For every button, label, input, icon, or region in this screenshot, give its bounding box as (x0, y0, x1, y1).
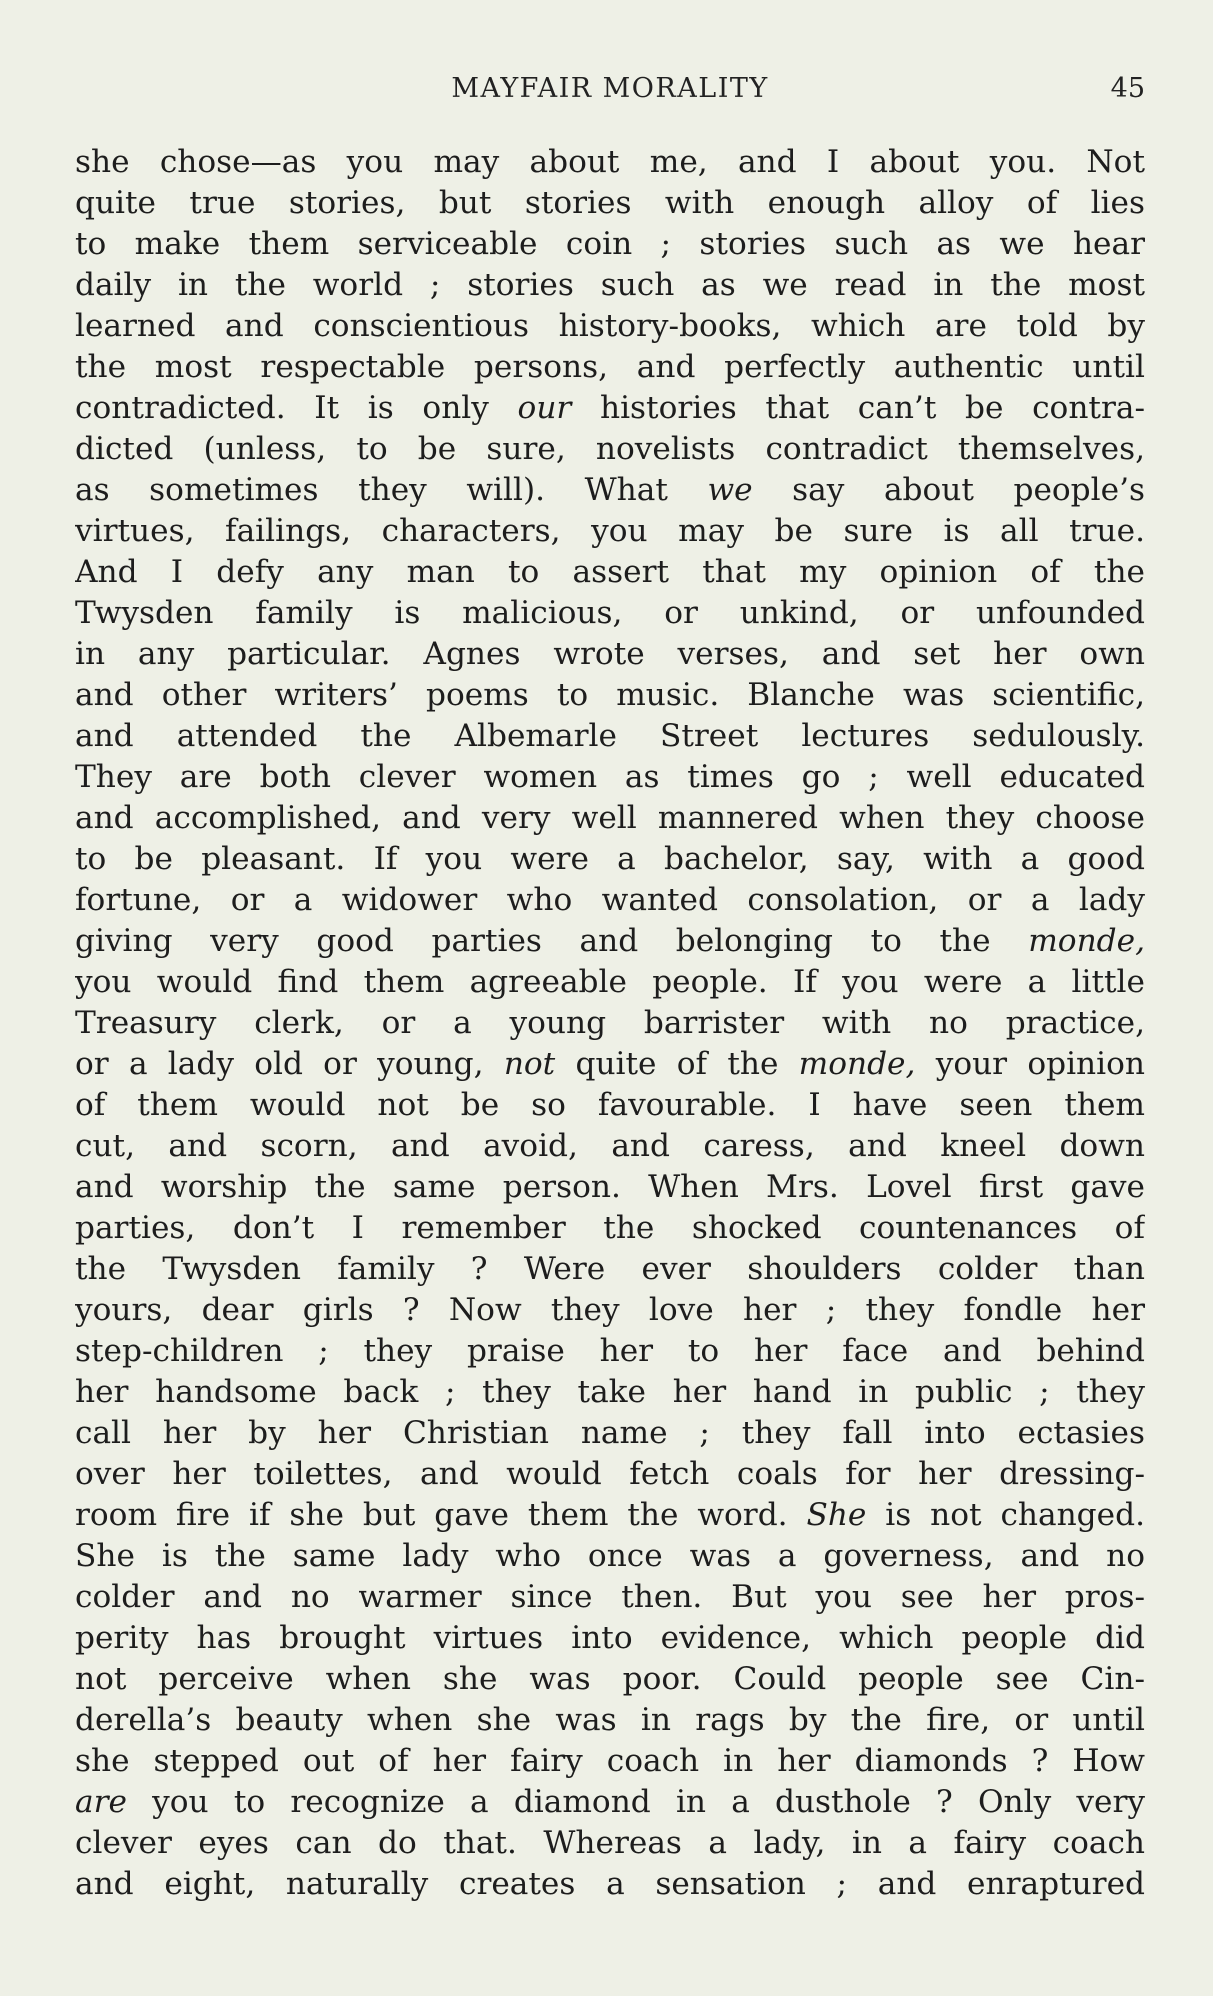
running-title: MAYFAIR MORALITY (451, 73, 769, 104)
text-line (75, 1864, 1145, 1905)
text-run: to be pleasant. If you were a bachelor, say, with a good (75, 841, 1145, 877)
text-line (75, 1823, 1145, 1864)
text-run: colder and no warmer since then. But you see her pros- (75, 1579, 1145, 1615)
text-line (75, 347, 1145, 388)
text-run: Treasury clerk, or a young barrister with no practice, (75, 1005, 1145, 1041)
text-line (75, 962, 1145, 1003)
text-line (75, 1495, 1145, 1536)
text-line (75, 593, 1145, 634)
text-line (75, 1536, 1145, 1577)
text-run: as sometimes they will). What (75, 472, 708, 508)
text-line (75, 388, 1145, 429)
text-line (75, 1167, 1145, 1208)
text-run: learned and conscientious history-books, which are told by (75, 308, 1145, 344)
text-line (75, 757, 1145, 798)
text-line (75, 1741, 1145, 1782)
text-run: dicted (unless, to be sure, novelists contradict themselves, (75, 431, 1145, 467)
text-line (75, 1290, 1145, 1331)
text-line (75, 839, 1145, 880)
text-line (75, 1454, 1145, 1495)
text-line (75, 675, 1145, 716)
text-run: not perceive when she was poor. Could people see Cin- (75, 1661, 1145, 1697)
text-run: giving very good parties and belonging to the (75, 923, 1029, 959)
text-line (75, 1413, 1145, 1454)
text-run: and attended the Albemarle Street lectures sedulously. (75, 718, 1145, 754)
text-run: over her toilettes, and would fetch coals for her dressing- (75, 1456, 1145, 1492)
text-run: contradicted. It is only (75, 390, 518, 426)
text-run: step-children ; they praise her to her face and behind (75, 1333, 1145, 1369)
italic-run: our (517, 390, 572, 426)
text-line (75, 1044, 1145, 1085)
body-text (75, 142, 1145, 1905)
text-run: and eight, naturally creates a sensation ; and enraptured (75, 1866, 1145, 1902)
text-run: daily in the world ; stories such as we read in the most (75, 267, 1145, 303)
italic-run: not (503, 1046, 556, 1082)
text-line (75, 634, 1145, 675)
text-run: derella’s beauty when she was in rags by the fire, or until (75, 1702, 1145, 1738)
text-run: call her by her Christian name ; they fall into ectasies (75, 1415, 1145, 1451)
page-number: 45 (1110, 73, 1145, 104)
text-run: cut, and scorn, and avoid, and caress, and kneel down (75, 1128, 1145, 1164)
text-run: you to recognize a diamond in a dusthole ? Only very (126, 1784, 1145, 1820)
running-head (75, 66, 1145, 112)
text-line (75, 1208, 1145, 1249)
text-run: Twysden family is malicious, or unkind, or unfounded (75, 595, 1145, 631)
text-line (75, 552, 1145, 593)
text-line (75, 716, 1145, 757)
text-run: to make them serviceable coin ; stories such as we hear (75, 226, 1145, 262)
text-run: and other writers’ poems to music. Blanche was scientific, (75, 677, 1145, 713)
text-line (75, 183, 1145, 224)
text-run: quite of the (555, 1046, 799, 1082)
text-line (75, 1659, 1145, 1700)
text-run: in any particular. Agnes wrote verses, and set her own (75, 636, 1145, 672)
text-run: and worship the same person. When Mrs. Lovel first gave (75, 1169, 1145, 1205)
text-run: histories that can’t be contra- (571, 390, 1145, 426)
text-run: and accomplished, and very well mannered when they choose (75, 800, 1145, 836)
text-line (75, 429, 1145, 470)
text-line (75, 1782, 1145, 1823)
text-run: perity has brought virtues into evidence, which people did (75, 1620, 1145, 1656)
text-line (75, 1700, 1145, 1741)
italic-run: we (707, 472, 753, 508)
text-run: They are both clever women as times go ; well educated (75, 759, 1145, 795)
text-line (75, 880, 1145, 921)
text-run: she chose—as you may about me, and I about you. Not (75, 144, 1145, 180)
italic-run: monde, (798, 1046, 916, 1082)
text-run: quite true stories, but stories with enough alloy of lies (75, 185, 1145, 221)
text-run: her handsome back ; they take her hand in public ; they (75, 1374, 1145, 1410)
text-line (75, 470, 1145, 511)
text-run: fortune, or a widower who wanted consolation, or a lady (75, 882, 1145, 918)
text-line (75, 1331, 1145, 1372)
text-run: She is the same lady who once was a governess, and no (75, 1538, 1145, 1574)
text-line (75, 921, 1145, 962)
text-run: And I defy any man to assert that my opinion of the (75, 554, 1145, 590)
text-run: virtues, failings, characters, you may be sure is all true. (75, 513, 1145, 549)
text-run: the Twysden family ? Were ever shoulders colder than (75, 1251, 1145, 1287)
text-run: she stepped out of her fairy coach in her diamonds ? How (75, 1743, 1145, 1779)
text-line (75, 142, 1145, 183)
text-run: the most respectable persons, and perfectly authentic until (75, 349, 1145, 385)
text-line (75, 798, 1145, 839)
text-run: parties, don’t I remember the shocked countenances of (75, 1210, 1145, 1246)
text-line (75, 1126, 1145, 1167)
text-run: is not changed. (866, 1497, 1145, 1533)
text-line (75, 1003, 1145, 1044)
italic-run: She (806, 1497, 867, 1533)
text-run: yours, dear girls ? Now they love her ; they fondle her (75, 1292, 1145, 1328)
text-line (75, 511, 1145, 552)
text-run: your opinion (915, 1046, 1145, 1082)
text-line (75, 1085, 1145, 1126)
text-run: or a lady old or young, (75, 1046, 504, 1082)
text-line (75, 1618, 1145, 1659)
text-run: room fire if she but gave them the word. (75, 1497, 807, 1533)
text-line (75, 224, 1145, 265)
text-line (75, 265, 1145, 306)
text-run: clever eyes can do that. Whereas a lady, in a fairy coach (75, 1825, 1145, 1861)
text-run: of them would not be so favourable. I have seen them (75, 1087, 1145, 1123)
italic-run: are (75, 1784, 127, 1820)
text-line (75, 1372, 1145, 1413)
text-line (75, 1577, 1145, 1618)
text-line (75, 1249, 1145, 1290)
text-line (75, 306, 1145, 347)
italic-run: monde, (1028, 923, 1145, 959)
text-run: say about people’s (752, 472, 1145, 508)
text-run: you would find them agreeable people. If you were a little (75, 964, 1145, 1000)
